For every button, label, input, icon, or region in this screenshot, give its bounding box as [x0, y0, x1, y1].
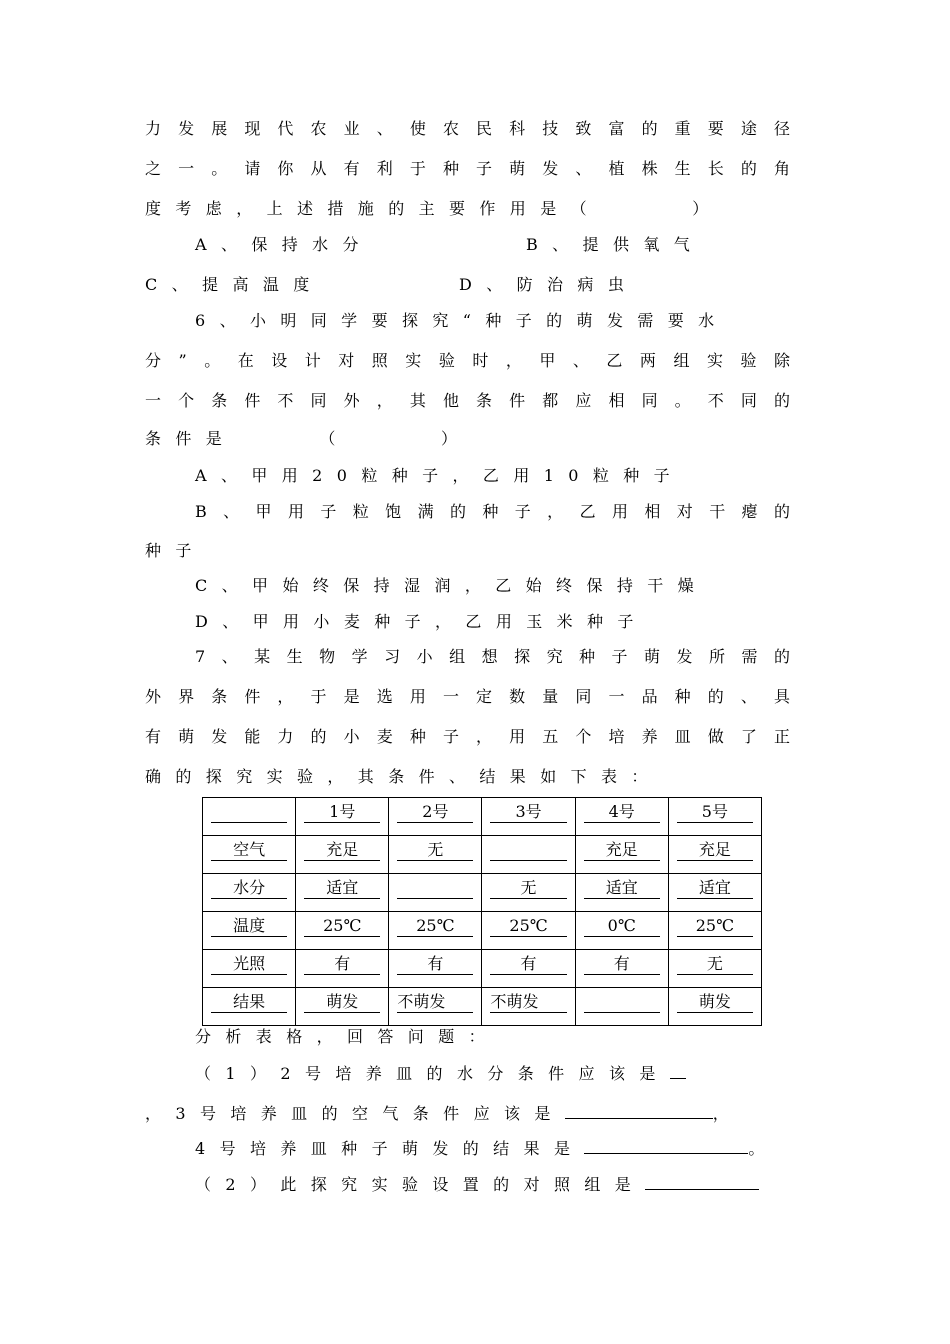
- table-cell: [211, 802, 287, 823]
- subquestion-text: ，3号培养皿的空气条件应该是: [145, 1104, 565, 1123]
- table-header-row: [203, 798, 762, 836]
- table-cell: 水分: [211, 878, 287, 899]
- option-b: B、提供氧气: [526, 235, 705, 254]
- table-cell: 5号: [677, 802, 753, 823]
- question5-stem: 度考虑，上述措施的主要作用是（ ）: [145, 199, 723, 218]
- text-line: 一个条件不同外，其他条件都应相同。不同的: [145, 391, 790, 410]
- text-line: 确的探究实验，其条件、结果如下表：: [145, 767, 662, 786]
- table-cell: 4号: [584, 802, 660, 823]
- table-cell: 充足: [584, 840, 660, 861]
- subquestion-text: ，: [712, 1104, 729, 1123]
- text-line: 有萌发能力的小麦种子，用五个培养皿做了正: [145, 727, 790, 746]
- table-cell: 充足: [304, 840, 380, 861]
- answer-blank[interactable]: [645, 1173, 759, 1190]
- table-cell: 无: [397, 840, 473, 861]
- text-line: 分”。在设计对照实验时，甲、乙两组实验除: [145, 351, 790, 370]
- table-cell: 有: [304, 954, 380, 975]
- answer-blank[interactable]: [670, 1062, 686, 1079]
- table-cell: 25℃: [490, 916, 566, 937]
- table-cell: 3号: [490, 802, 566, 823]
- text-line: 条件是 （ ）: [145, 429, 472, 448]
- table-cell: [397, 878, 473, 899]
- option-b: B、甲用子粒饱满的种子，乙用相对干瘪的: [195, 502, 790, 521]
- text-line: 力发展现代农业、使农民科技致富的重要途径: [145, 119, 790, 138]
- table-cell: 无: [677, 954, 753, 975]
- subquestion-text: （2）此探究实验设置的对照组是: [195, 1175, 646, 1194]
- subquestion-1-line2: [145, 1102, 729, 1124]
- option-a: A、保持水分: [195, 235, 373, 254]
- table-cell: 适宜: [584, 878, 660, 899]
- table-cell: 1号: [304, 802, 380, 823]
- option-d: D、防治病虫: [459, 275, 639, 294]
- subquestion-text: 4号培养皿种子萌发的结果是: [195, 1139, 585, 1158]
- table-row: [203, 836, 762, 874]
- table-cell: 萌发: [304, 992, 380, 1013]
- table-cell: 2号: [397, 802, 473, 823]
- table-cell: 25℃: [677, 916, 753, 937]
- table-row: [203, 988, 762, 1026]
- table-cell: 有: [584, 954, 660, 975]
- subquestion-text: （1）2号培养皿的水分条件应该是: [195, 1064, 670, 1083]
- text-line: 分析表格，回答问题：: [195, 1027, 500, 1046]
- table-cell: 无: [490, 878, 566, 899]
- option-c: C、甲始终保持湿润，乙始终保持干燥: [195, 576, 709, 595]
- subquestion-1-line3: [195, 1137, 764, 1159]
- table-cell: 25℃: [304, 916, 380, 937]
- table-cell: 光照: [211, 954, 287, 975]
- table-cell: 温度: [211, 916, 287, 937]
- table-cell: 不萌发: [490, 992, 566, 1013]
- text-line: 种子: [145, 541, 206, 560]
- question6-stem: 6、小明同学要探究“种子的萌发需要水: [195, 311, 729, 330]
- question7-stem: 7、某生物学习小组想探究种子萌发所需的: [195, 647, 790, 666]
- table-cell: 结果: [211, 992, 287, 1013]
- table-cell: 萌发: [677, 992, 753, 1013]
- table-cell: 0℃: [584, 916, 660, 937]
- subquestion-2: [195, 1173, 759, 1195]
- table-cell: 充足: [677, 840, 753, 861]
- table-cell: 不萌发: [397, 992, 473, 1013]
- answer-blank[interactable]: [565, 1102, 713, 1119]
- experiment-table: [202, 797, 762, 1026]
- option-d: D、甲用小麦种子，乙用玉米种子: [195, 612, 648, 631]
- subquestion-text: 。: [748, 1139, 765, 1158]
- table-row: [203, 950, 762, 988]
- table-cell: [584, 992, 660, 1013]
- table-cell: 有: [397, 954, 473, 975]
- subquestion-1: [195, 1062, 686, 1084]
- table-cell: 空气: [211, 840, 287, 861]
- option-a: A、甲用20粒种子，乙用10粒种子: [195, 466, 685, 485]
- answer-blank[interactable]: [584, 1137, 748, 1154]
- table-cell: 适宜: [677, 878, 753, 899]
- text-line: 之一。请你从有利于种子萌发、植株生长的角: [145, 159, 790, 178]
- table-cell: 适宜: [304, 878, 380, 899]
- table-cell: 25℃: [397, 916, 473, 937]
- table-row: [203, 912, 762, 950]
- table-cell: [490, 840, 566, 861]
- text-line: 外界条件，于是选用一定数量同一品种的、具: [145, 687, 790, 706]
- table-cell: 有: [490, 954, 566, 975]
- table-row: [203, 874, 762, 912]
- option-c: C、提高温度: [145, 275, 324, 294]
